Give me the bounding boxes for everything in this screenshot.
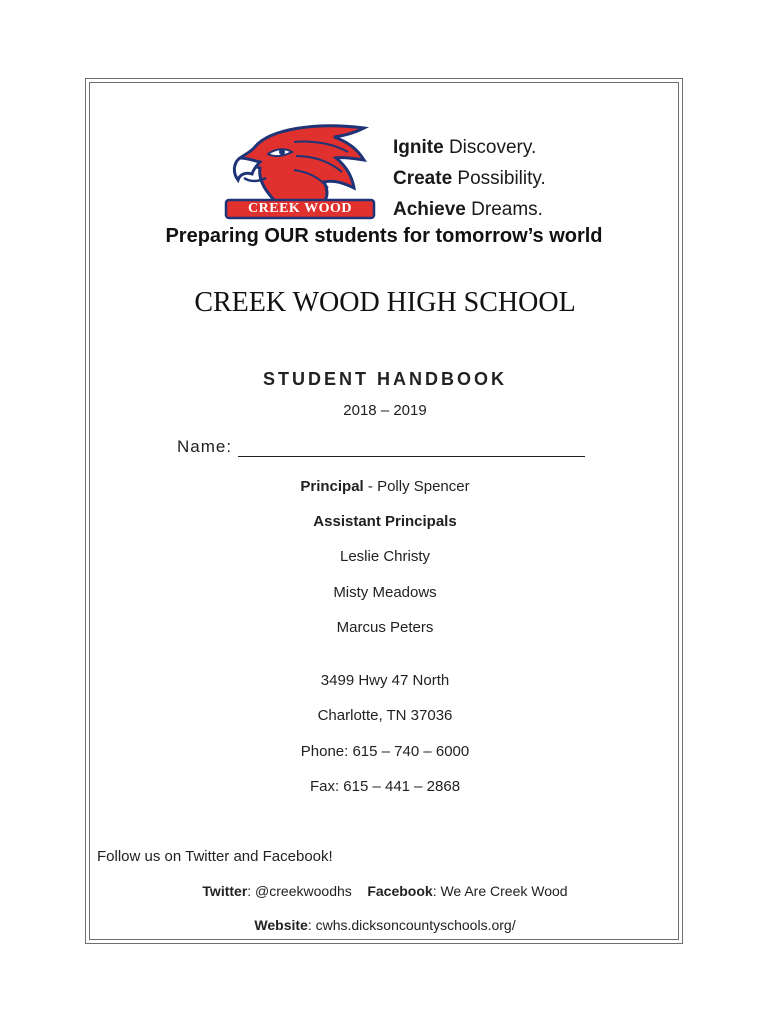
- name-label: Name:: [177, 437, 233, 456]
- school-name: CREEK WOOD HIGH SCHOOL: [194, 287, 576, 318]
- motto-line-1: Ignite Discovery.: [393, 137, 537, 158]
- fax-number: Fax: 615 – 441 – 2868: [309, 778, 461, 795]
- phone-number: Phone: 615 – 740 – 6000: [300, 743, 470, 760]
- twitter-handle[interactable]: : @creekwoodhs: [247, 883, 352, 899]
- address-street: 3499 Hwy 47 North: [320, 672, 450, 689]
- motto: [393, 132, 546, 225]
- page-border-inner: [89, 82, 679, 940]
- assistant-principals-label: Assistant Principals: [313, 513, 457, 530]
- name-blank-line[interactable]: [238, 436, 585, 457]
- social-links: [0, 883, 770, 899]
- website-url[interactable]: : cwhs.dicksoncountyschools.org/: [307, 917, 516, 933]
- name-field[interactable]: [177, 436, 585, 457]
- follow-us-text: Follow us on Twitter and Facebook!: [97, 848, 333, 865]
- assistant-principal-name: Misty Meadows: [333, 584, 437, 601]
- principal-label: Principal: [300, 478, 364, 495]
- assistant-principal-name: Marcus Peters: [336, 619, 434, 636]
- creek-wood-logo: [224, 122, 376, 220]
- motto-line-3: Achieve Dreams.: [393, 199, 543, 220]
- address-city: Charlotte, TN 37036: [317, 707, 453, 724]
- logo-banner-text: CREEK WOOD: [248, 201, 352, 216]
- assistant-principal-name: Leslie Christy: [339, 548, 431, 565]
- twitter-label: Twitter: [202, 883, 248, 899]
- principal-line: Principal - Polly Spencer: [300, 478, 470, 495]
- website-line: [0, 917, 770, 933]
- school-year: 2018 – 2019: [343, 402, 427, 419]
- handbook-title: STUDENT HANDBOOK: [263, 369, 507, 389]
- website-label: Website: [254, 917, 308, 933]
- motto-line-2: Create Possibility.: [393, 168, 546, 189]
- tagline: Preparing OUR students for tomorrow’s world: [165, 225, 603, 247]
- facebook-page[interactable]: : We Are Creek Wood: [432, 883, 568, 899]
- principal-name: Polly Spencer: [377, 478, 470, 495]
- facebook-label: Facebook: [367, 883, 433, 899]
